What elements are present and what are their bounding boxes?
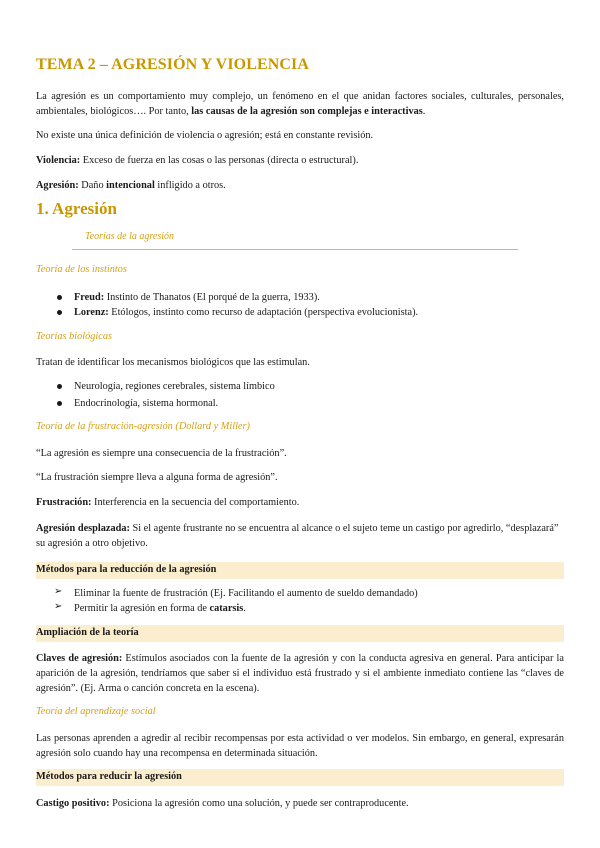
bullet-dot <box>57 384 62 389</box>
violencia-term: Violencia: <box>36 155 81 166</box>
bullet-dot <box>57 401 62 406</box>
intro-bold: las causas de la agresión son complejas e interactivas <box>191 106 423 117</box>
aprendizaje-paragraph: Las personas aprenden a agredir al recibir recompensas por esta actividad o ver modelos. Sin embargo, en general, expresarán agresión solo cuando hay una recompensa en determinada situación. <box>36 733 564 759</box>
list-item-text <box>74 601 564 616</box>
list-item-text <box>74 305 564 320</box>
agresion-term: Agresión: <box>36 180 79 191</box>
list-item-text: Endocrinología, sistema hormonal. <box>74 398 219 409</box>
violencia-def: Exceso de fuerza en las cosas o las personas (directa o estructural). <box>80 155 359 166</box>
list-item <box>36 396 564 411</box>
catarsis-bold: catarsis <box>209 603 244 614</box>
quote-1: “La agresión es siempre una consecuencia de la frustración”. <box>36 448 287 459</box>
intro-text: La agresión es un comportamiento muy complejo, un fenómeno en el que anidan factores sociales, culturales, personales, ambientales, biológicos…. Por tanto, <box>36 91 564 117</box>
list-item-text: Neurología, regiones cerebrales, sistema límbico <box>74 381 275 392</box>
band-metodos-reducir <box>36 769 564 786</box>
band-ampliacion-label: Ampliación de la teoría <box>36 627 139 638</box>
arrow-bullet-icon: ➢ <box>54 586 63 597</box>
agresion-def-start: Daño <box>78 180 107 191</box>
toc-underline <box>72 249 518 250</box>
heading-frustracion-agresion: Teoría de la frustración-agresión (Dollard y Miller) <box>36 421 250 432</box>
agresion-definition <box>36 178 564 193</box>
freud-text: Instinto de Thanatos (El porqué de la guerra, 1933). <box>104 292 320 303</box>
list-item <box>36 305 564 320</box>
heading-teorias-biologicas: Teorías biológicas <box>36 331 112 342</box>
band-metodos-reducir-label: Métodos para reducir la agresión <box>36 771 182 782</box>
agresion-desplazada-paragraph <box>36 521 564 551</box>
claves-agresion-paragraph <box>36 651 564 696</box>
list-item <box>36 290 564 305</box>
claves-term: Claves de agresión: <box>36 653 123 664</box>
bullet-dot <box>57 295 62 300</box>
list-item-text <box>74 290 564 305</box>
band-ampliacion-teoria <box>36 625 564 642</box>
list-item <box>36 586 564 601</box>
heading-teoria-instintos: Teoría de los instintos <box>36 264 127 275</box>
list-item-text: Eliminar la fuente de frustración (Ej. Facilitando el aumento de sueldo demandado) <box>74 588 418 599</box>
castigo-def: Posiciona la agresión como una solución, y puede ser contraproducente. <box>109 798 409 809</box>
claves-def: Estímulos asociados con la fuente de la agresión y con la conducta agresiva en general. Para anticipar la aparición de la agresión, tendríamos que saber si el individuo está frustrado y si el ambiente inmediato contiene las “claves de agresión”. (Ej. Arma o canción concreta en la escena). <box>36 653 564 694</box>
heading-aprendizaje-social: Teoría del aprendizaje social <box>36 706 156 717</box>
band-metodos-reduccion-label: Métodos para la reducción de la agresión <box>36 564 217 575</box>
castigo-positivo-paragraph <box>36 796 564 811</box>
bullet-dot <box>57 310 62 315</box>
lorenz-text: Etólogos, instinto como recurso de adaptación (perspectiva evolucionista). <box>108 307 419 318</box>
catarsis-text: Permitir la agresión en forma de <box>74 603 210 614</box>
agresion-def-bold: intencional <box>106 180 155 191</box>
frustracion-def: Interferencia en la secuencia del comportamiento. <box>91 497 300 508</box>
frustracion-definition <box>36 495 564 510</box>
catarsis-end: . <box>243 603 246 614</box>
violencia-definition <box>36 153 564 168</box>
list-item <box>36 379 564 394</box>
castigo-term: Castigo positivo: <box>36 798 110 809</box>
no-definition-paragraph: No existe una única definición de violencia o agresión; está en constante revisión. <box>36 130 374 141</box>
intro-paragraph <box>36 89 564 119</box>
quote-2: “La frustración siempre lleva a alguna forma de agresión”. <box>36 472 278 483</box>
desplazada-term: Agresión desplazada: <box>36 523 130 534</box>
list-item <box>36 601 564 616</box>
arrow-bullet-icon: ➢ <box>54 601 63 612</box>
section-heading-agresion: 1. Agresión <box>36 199 117 218</box>
biologicas-intro: Tratan de identificar los mecanismos biológicos que las estimulan. <box>36 357 310 368</box>
freud-term: Freud: <box>74 292 105 303</box>
toc-entry-teorias[interactable]: Teorías de la agresión <box>85 231 174 242</box>
lorenz-term: Lorenz: <box>74 307 109 318</box>
intro-end: . <box>422 106 426 117</box>
frustracion-term: Frustración: <box>36 497 92 508</box>
page-title: TEMA 2 – AGRESIÓN Y VIOLENCIA <box>36 56 310 73</box>
desplazada-def: Si el agente frustrante no se encuentra al alcance o el sujeto teme un castigo por agredirlo, “desplazará” su agresión a otro objetivo. <box>36 523 559 549</box>
band-metodos-reduccion <box>36 562 564 579</box>
agresion-def-end: infligido a otros. <box>154 180 226 191</box>
